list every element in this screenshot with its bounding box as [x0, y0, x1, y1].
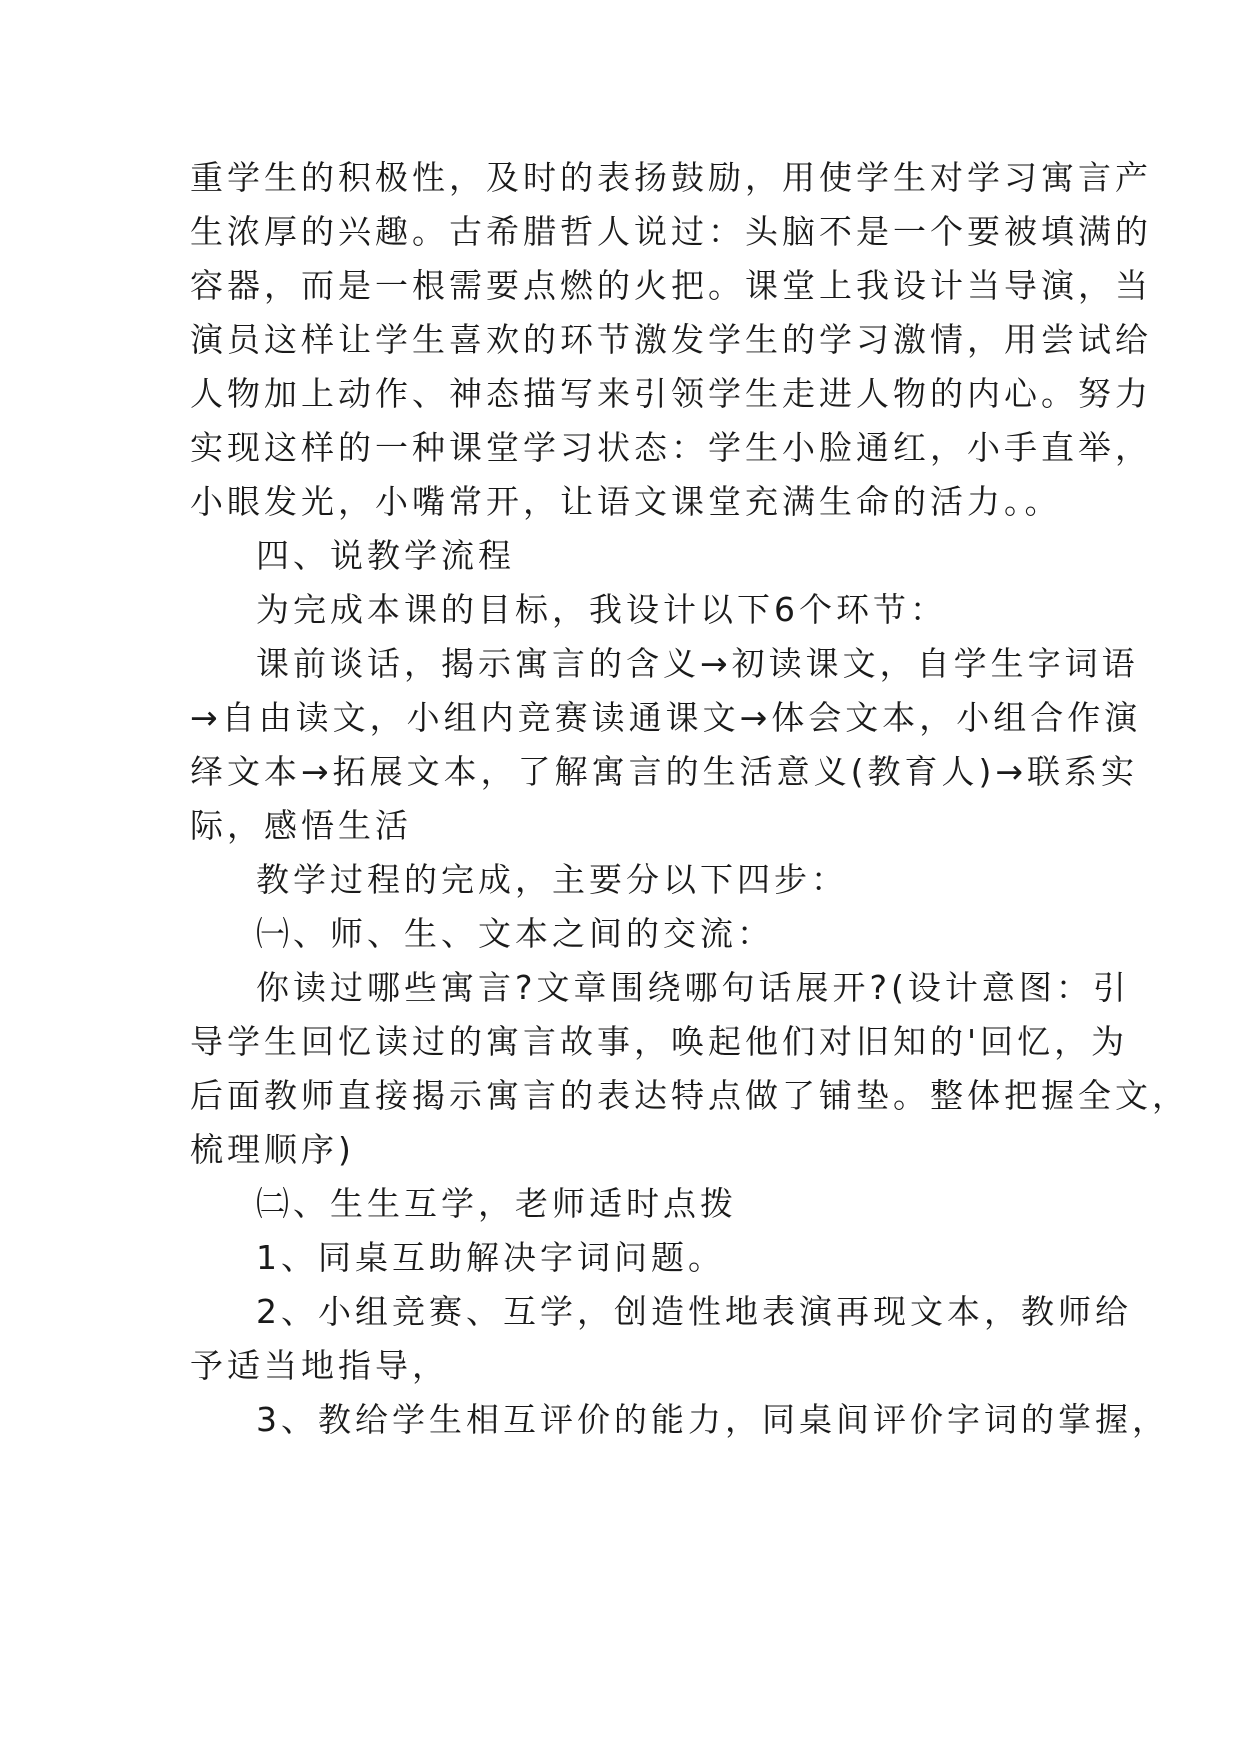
paragraph-line: 容器，而是一根需要点燃的火把。课堂上我设计当导演，当 — [190, 266, 1152, 305]
paragraph-line: 你读过哪些寓言?文章围绕哪句话展开?(设计意图：引 — [256, 968, 1130, 1007]
paragraph-line: 生浓厚的兴趣。古希腊哲人说过：头脑不是一个要被填满的 — [190, 212, 1152, 251]
paragraph-line: 梳理顺序) — [190, 1130, 355, 1169]
paragraph-line: →自由读文，小组内竞赛读通课文→体会文本，小组合作演 — [190, 698, 1142, 737]
paragraph-line: 演员这样让学生喜欢的环节激发学生的学习激情，用尝试给 — [190, 320, 1152, 359]
paragraph-line: 绎文本→拓展文本，了解寓言的生活意义(教育人)→联系实 — [190, 752, 1139, 791]
paragraph-line: 际，感悟生活 — [190, 806, 412, 845]
paragraph-line: 为完成本课的目标，我设计以下6个环节： — [256, 590, 947, 629]
paragraph-line: 实现这样的一种课堂学习状态：学生小脸通红，小手直举， — [190, 428, 1152, 467]
paragraph-line: 导学生回忆读过的寓言故事，唤起他们对旧知的'回忆，为 — [190, 1022, 1129, 1061]
paragraph-line: 课前谈话，揭示寓言的含义→初读课文，自学生字词语 — [256, 644, 1139, 683]
paragraph-line: 予适当地指导， — [190, 1346, 449, 1385]
subsection-heading: ㈡、生生互学，老师适时点拨 — [256, 1184, 737, 1223]
list-item: 3、教给学生相互评价的能力，同桌间评价字词的掌握， — [256, 1400, 1169, 1439]
paragraph-line: 人物加上动作、神态描写来引领学生走进人物的内心。努力 — [190, 374, 1152, 413]
paragraph-line: 后面教师直接揭示寓言的表达特点做了铺垫。整体把握全文， — [190, 1076, 1189, 1115]
paragraph-line: 重学生的积极性，及时的表扬鼓励，用使学生对学习寓言产 — [190, 158, 1152, 197]
subsection-heading: ㈠、师、生、文本之间的交流： — [256, 914, 774, 953]
list-item: 2、小组竞赛、互学，创造性地表演再现文本，教师给 — [256, 1292, 1132, 1331]
section-heading: 四、说教学流程 — [256, 536, 515, 575]
list-item: 1、同桌互助解决字词问题。 — [256, 1238, 725, 1277]
paragraph-line: 小眼发光，小嘴常开，让语文课堂充满生命的活力。。 — [190, 482, 1062, 521]
paragraph-line: 教学过程的完成，主要分以下四步： — [256, 860, 848, 899]
